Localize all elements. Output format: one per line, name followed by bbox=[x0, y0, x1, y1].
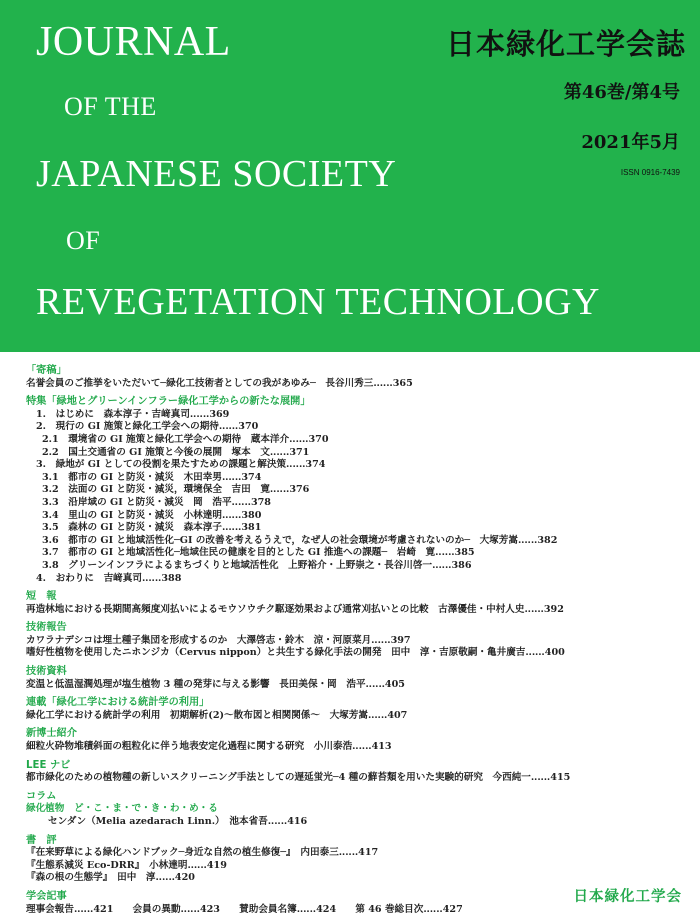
toc-entry[interactable]: 『在来野草による緑化ハンドブック─身近な自然の植生修復─』 内田泰三‥‥‥417 bbox=[26, 847, 379, 859]
toc-entry[interactable]: 3.3 沿岸域の GI と防災・減災 岡 浩平‥‥‥378 bbox=[42, 496, 271, 508]
toc-entry[interactable]: 理事会報告‥‥‥421 会員の異動‥‥‥423 賛助会員名簿‥‥‥424 第 46 巻総目次‥‥‥427 bbox=[26, 903, 463, 915]
journal-title-line-5: REVEGETATION TECHNOLOGY bbox=[36, 281, 600, 323]
toc-section bbox=[26, 835, 686, 885]
toc-entry[interactable]: 細粒火砕物堆積斜面の粗粒化に伴う地表安定化過程に関する研究 小川泰浩‥‥‥413 bbox=[26, 741, 392, 753]
journal-title-line-4: OF bbox=[66, 226, 101, 255]
toc-section-heading: 連載「緑化工学における統計学の利用」 bbox=[26, 697, 210, 709]
toc-entry[interactable]: 緑化植物 ど・こ・ま・で・き・わ・め・る bbox=[26, 803, 218, 815]
toc-entry[interactable]: 3.1 都市の GI と防災・減災 木田幸男‥‥‥374 bbox=[42, 471, 262, 483]
cover-banner bbox=[0, 0, 700, 352]
toc-section bbox=[26, 396, 686, 585]
toc-entry[interactable]: 都市緑化のための植物種の新しいスクリーニング手法としての遅延蛍光─4 種の蘚苔類を用いた実験的研究 今西純一‥‥‥415 bbox=[26, 772, 571, 784]
toc-section-heading: 技術報告 bbox=[26, 622, 67, 634]
toc-entry[interactable]: 2.1 環境省の GI 施策と緑化工学会への期待 蔵本洋介‥‥‥370 bbox=[42, 433, 329, 445]
issue-date: 2021年5月 bbox=[581, 132, 680, 153]
journal-title-line-1: JOURNAL bbox=[36, 19, 231, 65]
toc-section-heading: 学会記事 bbox=[26, 890, 67, 902]
toc-section bbox=[26, 666, 686, 691]
toc-section bbox=[26, 728, 686, 753]
toc-entry[interactable]: 3.2 法面の GI と防災・減災，環境保全 吉田 寛‥‥‥376 bbox=[42, 484, 310, 496]
toc-entry[interactable]: 3.4 里山の GI と防災・減災 小林達明‥‥‥380 bbox=[42, 509, 262, 521]
toc-entry[interactable]: 3. 緑地が GI としての役割を果たすための課題と解決策‥‥‥374 bbox=[36, 459, 326, 471]
toc-entry[interactable]: 緑化工学における統計学の利用 初期解析(2)～散布図と相関関係～ 大塚芳嵩‥‥‥407 bbox=[26, 709, 408, 721]
toc-entry[interactable]: センダン（Melia azedarach Linn.） 池本省吾‥‥‥416 bbox=[48, 816, 308, 827]
volume-number: 第46巻/第4号 bbox=[563, 82, 680, 103]
toc-section-heading: 新博士紹介 bbox=[26, 728, 77, 740]
toc-section-heading: 書 評 bbox=[26, 834, 57, 846]
toc-section-heading: 技術資料 bbox=[26, 666, 67, 678]
journal-title-line-3: JAPANESE SOCIETY bbox=[36, 153, 397, 195]
table-of-contents bbox=[26, 365, 686, 916]
toc-entry[interactable]: カワラナデシコは埋土種子集団を形成するのか 大澤啓志・鈴木 涼・河原菜月‥‥‥397 bbox=[26, 634, 411, 646]
toc-section bbox=[26, 791, 686, 829]
toc-section-heading: コラム bbox=[26, 790, 57, 802]
journal-title-line-2: OF THE bbox=[64, 92, 157, 121]
issn: ISSN 0916-7439 bbox=[620, 168, 680, 177]
toc-section bbox=[26, 697, 686, 722]
toc-entry[interactable]: 3.6 都市の GI と地域活性化─GI の改善を考えるうえで，なぜ人の社会環境が考慮されないのか─ 大塚芳嵩‥‥‥382 bbox=[42, 534, 558, 546]
toc-section bbox=[26, 760, 686, 785]
toc-entry[interactable]: 2.2 国土交通省の GI 施策と今後の展開 塚本 文‥‥‥371 bbox=[42, 446, 310, 458]
toc-entry[interactable]: 『生態系減災 Eco-DRR』 小林達明‥‥‥419 bbox=[26, 859, 227, 871]
toc-section bbox=[26, 365, 686, 390]
toc-section bbox=[26, 622, 686, 660]
journal-title-japanese: 日本緑化工学会誌 bbox=[445, 27, 686, 61]
toc-section bbox=[26, 591, 686, 616]
toc-entry[interactable]: 名誉会員のご推挙をいただいて─緑化工技術者としての我があゆみ─ 長谷川秀三‥‥‥365 bbox=[26, 377, 413, 389]
toc-section-heading: LEE ナビ bbox=[26, 759, 71, 771]
publisher-name: 日本緑化工学会 bbox=[573, 889, 682, 905]
toc-entry[interactable]: 嗜好性植物を使用したニホンジカ（Cervus nippon）と共生する緑化手法の開発 田中 淳・吉原敬嗣・亀井廣吉‥‥‥400 bbox=[26, 647, 565, 659]
toc-section-heading: 特集「緑地とグリーンインフラー緑化工学からの新たな展開」 bbox=[26, 396, 311, 408]
toc-entry[interactable]: 2. 現行の GI 施策と緑化工学会への期待‥‥‥370 bbox=[36, 421, 259, 433]
toc-section-heading: 「寄稿」 bbox=[26, 365, 67, 376]
toc-entry[interactable]: 『森の根の生態学』 田中 淳‥‥‥420 bbox=[26, 872, 195, 884]
toc-entry[interactable]: 3.5 森林の GI と防災・減災 森本淳子‥‥‥381 bbox=[42, 522, 262, 534]
toc-entry[interactable]: 3.8 グリーンインフラによるまちづくりと地域活性化 上野裕介・上野崇之・長谷川啓一‥‥‥386 bbox=[42, 559, 472, 571]
toc-entry[interactable]: 4. おわりに 吉﨑真司‥‥‥388 bbox=[36, 572, 182, 584]
toc-entry[interactable]: 再造林地における長期間高頻度刈払いによるモウソウチク駆逐効果および通常刈払いとの比較 古澤優佳・中村人史‥‥‥392 bbox=[26, 603, 564, 615]
toc-entry[interactable]: 変温と低温湿潤処理が塩生植物 3 種の発芽に与える影響 長田美保・岡 浩平‥‥‥405 bbox=[26, 678, 405, 690]
toc-entry[interactable]: 1. はじめに 森本淳子・吉﨑真司‥‥‥369 bbox=[36, 408, 230, 420]
toc-entry[interactable]: 3.7 都市の GI と地域活性化─地域住民の健康を目的とした GI 推進への課題─ 岩崎 寛‥‥‥385 bbox=[42, 547, 475, 559]
toc-section-heading: 短 報 bbox=[26, 591, 57, 603]
